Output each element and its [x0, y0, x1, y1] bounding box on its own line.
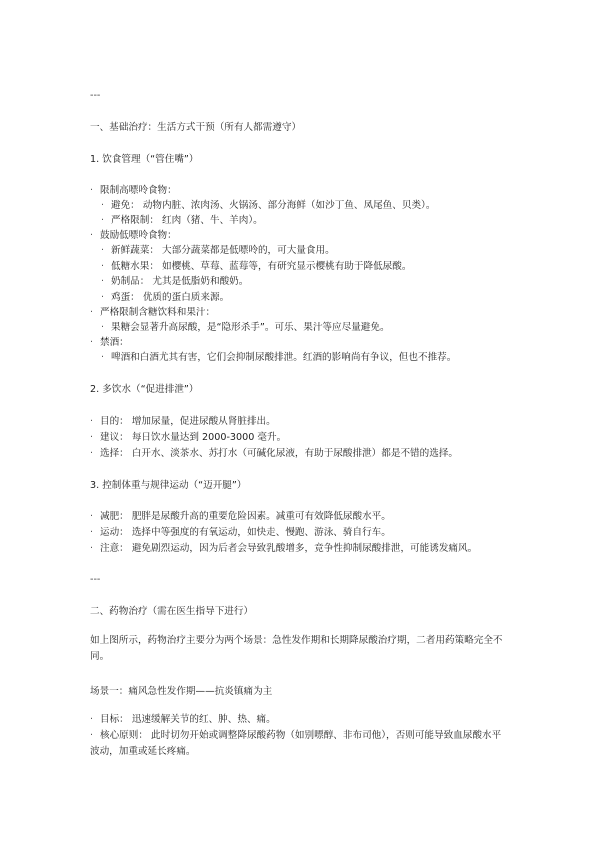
bullet: · [90, 307, 94, 318]
list-item [90, 229, 177, 242]
bullet: · [101, 322, 105, 333]
bullet: · [90, 543, 94, 554]
list-item-text: 目标： 迅速缓解关节的红、肿、热、痛。 [100, 714, 276, 725]
bullet: · [101, 352, 105, 363]
bullet: · [90, 527, 94, 538]
subsection-heading: 2. 多饮水（“促进排泄”） [90, 384, 199, 395]
list-item-text: 鸡蛋： 优质的蛋白质来源。 [111, 292, 230, 303]
list-item [101, 275, 248, 288]
list-item-text: 减肥： 肥胖是尿酸升高的重要危险因素。减重可有效降低尿酸水平。 [100, 511, 391, 522]
list-item [101, 260, 411, 273]
bullet: · [101, 292, 105, 303]
list-item-text: 严格限制： 红肉（猪、牛、羊肉）。 [111, 215, 263, 226]
list-item [90, 447, 458, 460]
list-item [90, 526, 391, 539]
list-item [101, 244, 335, 257]
bullet: · [101, 261, 105, 272]
list-item [90, 415, 276, 428]
list-item [101, 199, 435, 212]
list-item [101, 291, 229, 304]
list-item-text: 建议： 每日饮水量达到 2000-3000 毫升。 [100, 432, 287, 443]
bullet: · [90, 714, 94, 725]
list-item-text: 新鲜蔬菜： 大部分蔬菜都是低嘌呤的，可大量食用。 [111, 245, 335, 256]
bullet: · [101, 200, 105, 211]
list-item [101, 321, 390, 334]
list-item [90, 431, 286, 444]
bullet: · [90, 230, 94, 241]
horizontal-rule: --- [90, 574, 101, 585]
list-item-text: 啤酒和白酒尤其有害，它们会抑制尿酸排泄。红酒的影响尚有争议，但也不推荐。 [111, 352, 457, 363]
list-item-text: 果糖会显著升高尿酸，是“隐形杀手”。可乐、果汁等应尽量避免。 [111, 322, 390, 333]
bullet: · [90, 337, 94, 348]
list-item [90, 510, 391, 523]
bullet: · [90, 730, 94, 741]
list-item-text: 限制高嘌呤食物： [100, 185, 177, 196]
list-item-text: 严格限制含糖饮料和果汁： [100, 307, 216, 318]
list-item [90, 728, 510, 760]
list-item [90, 306, 215, 319]
bullet: · [90, 511, 94, 522]
list-item-text: 运动： 选择中等强度的有氧运动，如快走、慢跑、游泳、骑自行车。 [100, 527, 391, 538]
bullet: · [90, 416, 94, 427]
subsection-heading: 1. 饮食管理（“管住嘴”） [90, 154, 199, 165]
paragraph: 如上图所示，药物治疗主要分为两个场景：急性发作期和长期降尿酸治疗期，二者用药策略完全不同。 [90, 635, 503, 662]
subsection-heading: 3. 控制体重与规律运动（“迈开腿”） [90, 480, 247, 491]
list-item [90, 542, 477, 555]
list-item-text: 低糖水果： 如樱桃、草莓、蓝莓等，有研究显示樱桃有助于降低尿酸。 [111, 261, 412, 272]
list-item-text: 选择： 白开水、淡茶水、苏打水（可碱化尿液，有助于尿酸排泄）都是不错的选择。 [100, 448, 459, 459]
horizontal-rule: --- [90, 90, 101, 101]
list-item-text: 禁酒： [100, 337, 129, 348]
list-item [101, 214, 263, 227]
list-item-text: 奶制品： 尤其是低脂奶和酸奶。 [111, 276, 249, 287]
section-heading: 一、基础治疗：生活方式干预（所有人都需遵守） [90, 122, 302, 133]
list-item [90, 184, 177, 197]
list-item-text: 鼓励低嘌呤食物： [100, 230, 177, 241]
bullet: · [101, 276, 105, 287]
list-item [90, 336, 129, 349]
list-item-text: 目的： 增加尿量，促进尿酸从肾脏排出。 [100, 416, 276, 427]
bullet: · [90, 448, 94, 459]
list-item [101, 351, 456, 364]
list-item-text: 避免： 动物内脏、浓肉汤、火锅汤、部分海鲜（如沙丁鱼、凤尾鱼、贝类）。 [111, 200, 436, 211]
list-item-text: 注意： 避免剧烈运动，因为后者会导致乳酸增多，竞争性抑制尿酸排泄，可能诱发痛风。 [100, 543, 478, 554]
section-heading: 二、药物治疗（需在医生指导下进行） [90, 606, 254, 617]
list-item [90, 713, 276, 726]
list-item-text: 核心原则： 此时切勿开始或调整降尿酸药物（如别嘌醇、非布司他），否则可能导致血尿酸水平波动，加重或延长疼痛。 [90, 730, 502, 757]
subsection-heading: 场景一：痛风急性发作期——抗炎镇痛为主 [90, 686, 273, 697]
bullet: · [101, 215, 105, 226]
bullet: · [90, 432, 94, 443]
bullet: · [90, 185, 94, 196]
bullet: · [101, 245, 105, 256]
